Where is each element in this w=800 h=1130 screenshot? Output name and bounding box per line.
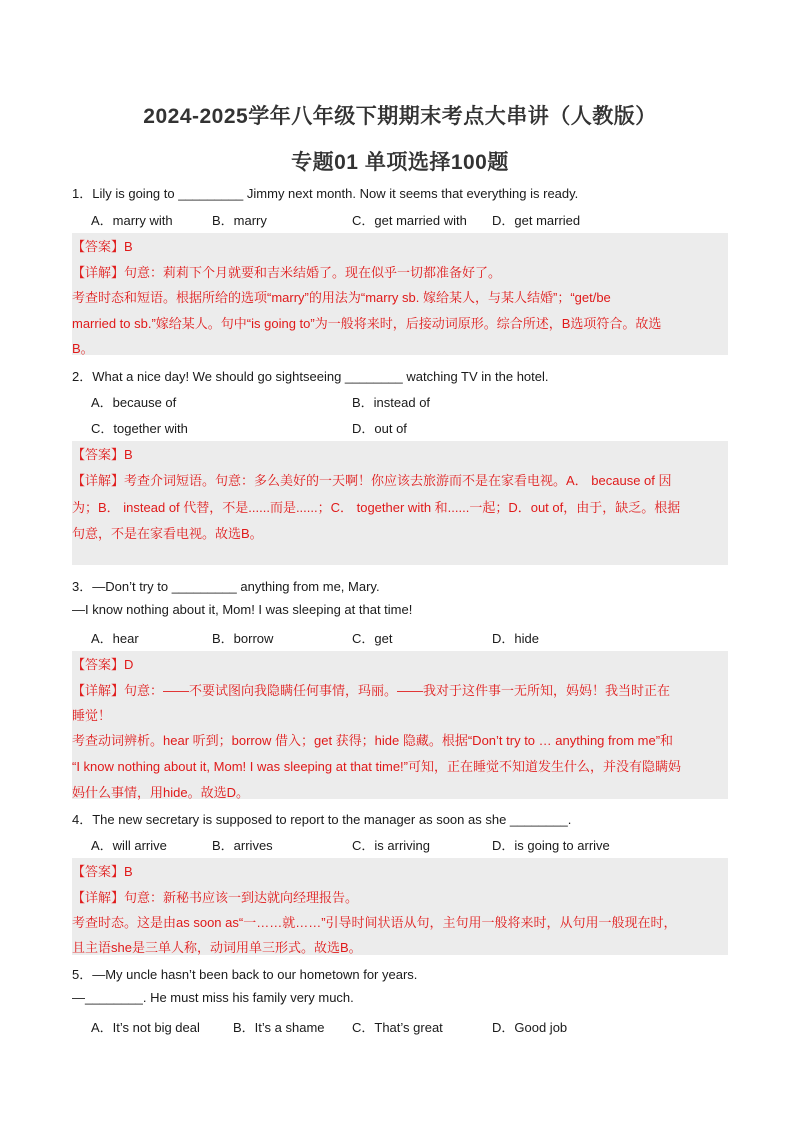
question-1-detail-line-4: B。 xyxy=(72,341,94,356)
question-4-option-a: A．will arrive xyxy=(91,838,167,853)
question-3-detail-line-2: 睡觉！ xyxy=(72,708,112,723)
question-2-answer: 【答案】B xyxy=(72,447,133,462)
question-3-stem: 3．—Don’t try to _________ anything from me, Mary. xyxy=(72,579,380,594)
question-4-answer-box xyxy=(72,858,728,955)
question-2-option-a: A．because of xyxy=(91,395,177,410)
question-2-detail-line-1: 【详解】考查介词短语。句意：多么美好的一天啊！你应该去旅游而不是在家看电视。A． because of 因 xyxy=(72,473,672,488)
question-1-option-a: A．marry with xyxy=(91,213,173,228)
question-3-stem-reply: —I know nothing about it, Mom! I was sleeping at that time! xyxy=(72,602,413,617)
question-3-detail-line-1: 【详解】句意：——不要试图向我隐瞒任何事情，玛丽。——我对于这件事一无所知，妈妈！我当时正在 xyxy=(72,683,671,698)
question-2-option-c: C．together with xyxy=(91,421,188,436)
question-1-stem: 1．Lily is going to _________ Jimmy next month. Now it seems that everything is ready. xyxy=(72,186,579,201)
question-1-detail-line-2: 考查时态和短语。根据所给的选项“marry”的用法为“marry sb. 嫁给某人，与某人结婚”；“get/be xyxy=(72,290,611,305)
question-1-answer: 【答案】B xyxy=(72,239,133,254)
question-2-stem: 2．What a nice day! We should go sightseeing ________ watching TV in the hotel. xyxy=(72,369,549,384)
question-3-detail-line-5: 妈什么事情，用hide。故选D。 xyxy=(72,785,249,800)
question-4-detail-line-3: 且主语she是三单人称，动词用单三形式。故选B。 xyxy=(72,940,362,955)
question-5-stem-reply: —________. He must miss his family very much. xyxy=(72,990,354,1005)
question-1-answer-box xyxy=(72,233,728,355)
question-2-detail-line-2: 为；B． instead of 代替，不是......而是......；C． together with 和......一起；D．out of，由于，缺乏。根据 xyxy=(72,500,681,515)
question-4-option-c: C．is arriving xyxy=(352,838,431,853)
question-1-option-c: C．get married with xyxy=(352,213,467,228)
question-4-detail-line-1: 【详解】句意：新秘书应该一到达就向经理报告。 xyxy=(72,890,359,905)
question-3-detail-line-4: “I know nothing about it, Mom! I was sleeping at that time!”可知，正在睡觉不知道发生什么，并没有隐瞒妈 xyxy=(72,759,681,774)
question-2-answer-box xyxy=(72,441,728,565)
question-1-option-b: B．marry xyxy=(212,213,267,228)
question-1-detail-line-3: married to sb.”嫁给某人。句中“is going to”为一般将来时，后接动词原形。综合所述，B选项符合。故选 xyxy=(72,316,662,331)
question-5-option-c: C．That’s great xyxy=(352,1020,443,1035)
question-4-option-b: B．arrives xyxy=(212,838,273,853)
question-3-answer: 【答案】D xyxy=(72,657,134,672)
question-4-detail-line-2: 考查时态。这是由as soon as“一……就……”引导时间状语从句，主句用一般将来时，从句用一般现在时， xyxy=(72,915,677,930)
question-3-option-a: A．hear xyxy=(91,631,139,646)
question-4-option-d: D．is going to arrive xyxy=(492,838,610,853)
page-subtitle: 专题01 单项选择100题 xyxy=(291,151,509,174)
question-4-stem: 4．The new secretary is supposed to report to the manager as soon as she ________. xyxy=(72,812,572,827)
page-title: 2024-2025学年八年级下期期末考点大串讲（人教版） xyxy=(143,105,657,128)
question-1-detail-line-1: 【详解】句意：莉莉下个月就要和吉米结婚了。现在似乎一切都准备好了。 xyxy=(72,265,502,280)
question-3-option-d: D．hide xyxy=(492,631,539,646)
question-5-stem: 5．—My uncle hasn’t been back to our hometown for years. xyxy=(72,967,418,982)
question-5-option-b: B．It’s a shame xyxy=(233,1020,325,1035)
question-2-detail-line-3: 句意，不是在家看电视。故选B。 xyxy=(72,526,263,541)
question-4-answer: 【答案】B xyxy=(72,864,133,879)
question-3-option-c: C．get xyxy=(352,631,393,646)
question-2-option-b: B．instead of xyxy=(352,395,431,410)
question-1-option-d: D．get married xyxy=(492,213,581,228)
question-3-option-b: B．borrow xyxy=(212,631,274,646)
question-2-option-d: D．out of xyxy=(352,421,407,436)
question-3-detail-line-3: 考查动词辨析。hear 听到；borrow 借入；get 获得；hide 隐藏。根据“Don’t try to … anything from me”和 xyxy=(72,733,674,748)
question-5-option-a: A．It’s not big deal xyxy=(91,1020,200,1035)
question-5-option-d: D．Good job xyxy=(492,1020,568,1035)
question-3-answer-box xyxy=(72,651,728,799)
